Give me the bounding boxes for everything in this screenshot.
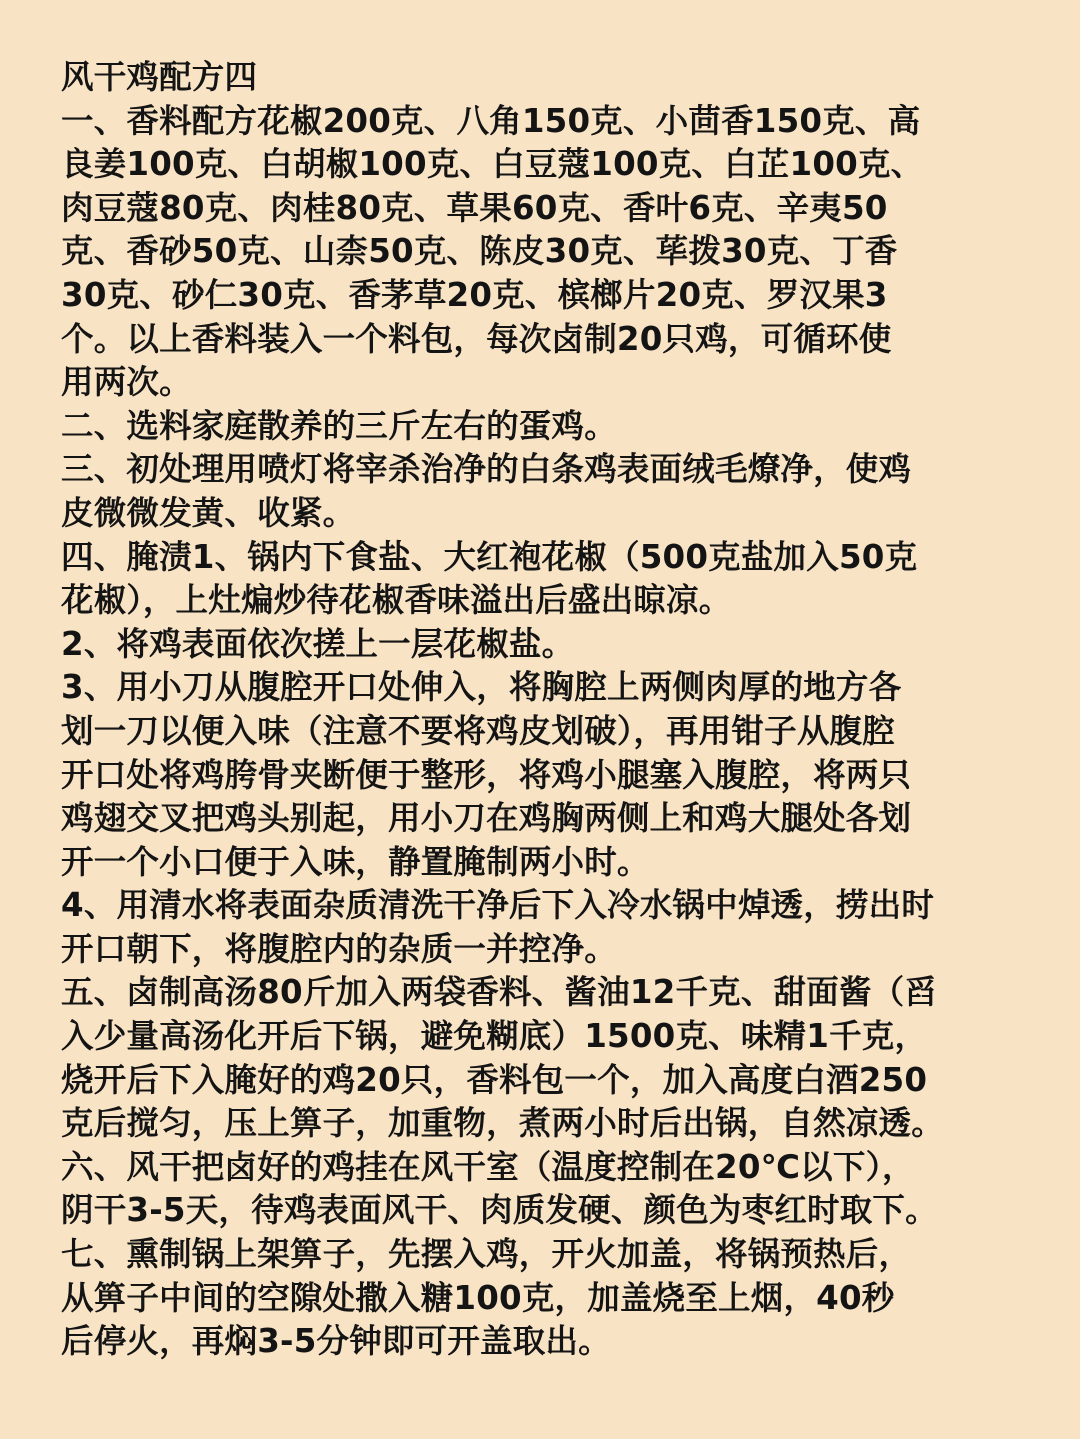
text-line: 皮微微发黄、收紧。 (61, 493, 356, 532)
text-line: 克后搅匀，压上箅子，加重物，煮两小时后出锅，自然凉透。 (61, 1104, 944, 1143)
text-line: 三、初处理用喷灯将宰杀治净的白条鸡表面绒毛燎净，使鸡 (61, 450, 912, 489)
text-line: 克、香砂50克、山柰50克、陈皮30克、荜拨30克、丁香 (61, 232, 898, 271)
text-line: 个。以上香料装入一个料包，每次卤制20只鸡，可循环使 (61, 319, 892, 358)
text-line: 六、风干把卤好的鸡挂在风干室（温度控制在20℃以下）， (61, 1147, 915, 1186)
text-line: 划一刀以便入味（注意不要将鸡皮划破），再用钳子从腹腔 (61, 711, 895, 750)
text-line: 鸡翅交叉把鸡头别起，用小刀在鸡胸两侧上和鸡大腿处各划 (61, 799, 912, 838)
text-line: 入少量高汤化开后下锅，避免糊底）1500克、味精1千克， (61, 1017, 928, 1056)
text-line: 阴干3-5天，待鸡表面风干、肉质发硬、颜色为枣红时取下。 (61, 1191, 938, 1230)
text-line: 开一个小口便于入味，静置腌制两小时。 (61, 842, 650, 881)
text-line: 花椒），上灶煸炒待花椒香味溢出后盛出晾凉。 (61, 581, 732, 620)
text-line: 30克、砂仁30克、香茅草20克、槟榔片20克、罗汉果3 (61, 275, 888, 314)
text-line: 4、用清水将表面杂质清洗干净后下入冷水锅中焯透，捞出时 (61, 886, 935, 925)
text-line: 开口处将鸡胯骨夹断便于整形，将鸡小腿塞入腹腔，将两只 (61, 755, 912, 794)
text-line: 一、香料配方花椒200克、八角150克、小茴香150克、高 (61, 101, 921, 140)
text-line: 四、腌渍1、锅内下食盐、大红袍花椒（500克盐加入50克 (61, 537, 918, 576)
text-line: 2、将鸡表面依次搓上一层花椒盐。 (61, 624, 575, 663)
text-line: 七、熏制锅上架箅子，先摆入鸡，开火加盖，将锅预热后， (61, 1235, 912, 1274)
text-line: 用两次。 (61, 363, 192, 402)
recipe-document (61, 56, 1051, 1364)
text-line: 肉豆蔻80克、肉桂80克、草果60克、香叶6克、辛夷50 (61, 188, 888, 227)
text-line: 二、选料家庭散养的三斤左右的蛋鸡。 (61, 406, 617, 445)
recipe-title: 风干鸡配方四 (61, 58, 258, 96)
text-line: 五、卤制高汤80斤加入两袋香料、酱油12千克、甜面酱（舀 (61, 973, 938, 1012)
text-line: 从箅子中间的空隙处撒入糖100克，加盖烧至上烟，40秒 (61, 1278, 895, 1317)
text-line: 开口朝下，将腹腔内的杂质一并控净。 (61, 929, 617, 968)
text-line: 3、用小刀从腹腔开口处伸入，将胸腔上两侧肉厚的地方各 (61, 668, 902, 707)
text-line: 良姜100克、白胡椒100克、白豆蔻100克、白芷100克、 (61, 145, 924, 184)
text-line: 后停火，再焖3-5分钟即可开盖取出。 (61, 1322, 611, 1361)
text-line: 烧开后下入腌好的鸡20只，香料包一个，加入高度白酒250 (61, 1060, 928, 1099)
